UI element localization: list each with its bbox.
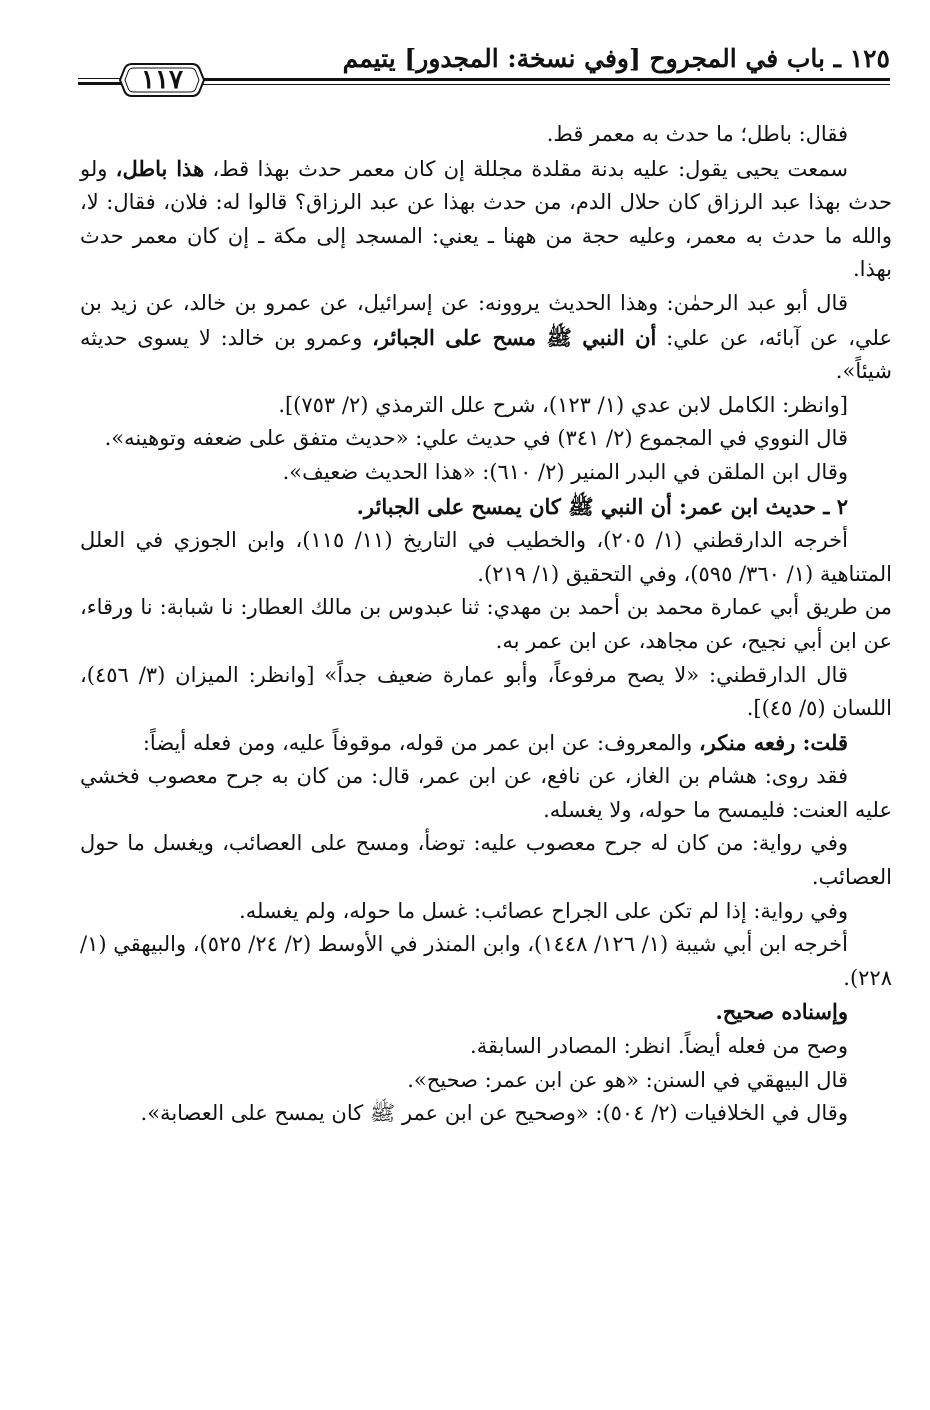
paragraph-text: قال أبو عبد الرحمٰن: وهذا الحديث يروونه: عن إسرائيل، عن عمرو بن خالد، عن زيد بن علي، عن آبائه، عن علي: [80,290,892,350]
page-header [78,38,890,100]
bold-text: وإسناده صحيح. [715,999,848,1025]
paragraph [80,152,892,287]
paragraph [80,928,892,995]
paragraph-text: أخرجه ابن أبي شيبة (١/ ١٢٦/ ١٤٤٨)، وابن المنذر في الأوسط (٢/ ٢٤/ ٥٢٥)، والبيهقي (١/ ٢٢٨). [80,932,892,990]
paragraph-text: قال الدارقطني: «لا يصح مرفوعاً، وأبو عمارة ضعيف جداً» [وانظر: الميزان (٣/ ٤٥٦)، اللسان (٥/ ٤٥)]. [80,662,892,721]
paragraph [80,118,892,152]
paragraph [80,287,892,389]
bold-text: أن النبي ﷺ مسح على الجبائر، [372,324,657,350]
page-body [80,118,892,1131]
paragraph-text: وقال ابن الملقن في البدر المنير (٢/ ٦١٠): «هذا الحديث ضعيف». [282,459,848,484]
header-rule-left [78,78,122,85]
paragraph [80,591,892,658]
paragraph-text: ولو حدث بهذا عبد الرزاق كان حلال الدم، من حدث بهذا عن عبد الرزاق؟ قالوا له: فلان، فقال: لا، والله ما حدث به معمر، وعليه حجة من ههنا ـ يعني: المسجد إلى مكة ـ إن كان معمر حدث بهذا. [80,156,892,282]
paragraph [80,490,892,525]
page-number-badge [118,60,206,100]
paragraph [80,760,892,827]
paragraph-text: وفي رواية: من كان له جرح معصوب عليه: توضأ، ومسح على العصائب، ويغسل ما حول العصائب. [80,831,892,890]
paragraph [80,1097,892,1131]
paragraph [80,524,892,591]
paragraph-text: وفي رواية: إذا لم تكن على الجراح عصائب: غسل ما حوله، ولم يغسله. [239,898,848,923]
paragraph [80,895,892,929]
paragraph [80,995,892,1030]
paragraph-text: وقال في الخلافيات (٢/ ٥٠٤): «وصحيح عن ابن عمر ﷺ كان يمسح على العصابة». [140,1101,848,1126]
paragraph [80,389,892,423]
header-rule [202,78,890,85]
paragraph-text: فقال: باطل؛ ما حدث به معمر قط. [546,122,848,146]
paragraph-text: من طريق أبي عمارة محمد بن أحمد بن مهدي: ثنا عبدوس بن مالك العطار: نا شبابة: نا ورقاء، عن ابن أبي نجيح، عن مجاهد، عن ابن عمر به. [80,595,892,653]
paragraph [80,659,892,726]
paragraph-text: وعمرو بن خالد: لا يسوى حديثه شيئاً». [80,325,892,384]
bold-text: قلت: رفعه منكر، [698,729,848,755]
paragraph-text: فقد روى: هشام بن الغاز، عن نافع، عن ابن عمر، قال: من كان به جرح معصوب فخشي عليه العنت: فليمسح ما حوله، ولا يغسله. [80,764,892,822]
bold-text: هذا باطل، [115,155,205,181]
paragraph-text: سمعت يحيى يقول: عليه بدنة مقلدة مجللة إن كان معمر حدث بهذا قط، [204,156,848,181]
paragraph [80,456,892,490]
paragraph [80,827,892,894]
paragraph-text: قال البيهقي في السنن: «هو عن ابن عمر: صحيح». [407,1067,848,1092]
page-number: ١١٧ [141,65,183,95]
paragraph-text: أخرجه الدارقطني (١/ ٢٠٥)، والخطيب في التاريخ (١١/ ١١٥)، وابن الجوزي في العلل المتناهية (١/ ٣٦٠/ ٥٩٥)، وفي التحقيق (١/ ٢١٩). [80,528,892,586]
paragraph-text: وصح من فعله أيضاً. انظر: المصادر السابقة. [470,1034,848,1059]
bold-text: ٢ ـ حديث ابن عمر: أن النبي ﷺ كان يمسح على الجبائر. [356,493,848,519]
paragraph [80,1030,892,1064]
paragraph-text: قال النووي في المجموع (٢/ ٣٤١) في حديث علي: «حديث متفق على ضعفه وتوهينه». [104,426,848,451]
paragraph [80,1064,892,1098]
paragraph [80,726,892,761]
paragraph-text: [وانظر: الكامل لابن عدي (١/ ١٢٣)، شرح علل الترمذي (٢/ ٧٥٣)]. [278,392,848,417]
chapter-title: ١٢٥ ـ باب في المجروح [وفي نسخة: المجدور] يتيمم [342,44,890,73]
paragraph [80,422,892,456]
paragraph-text: والمعروف: عن ابن عمر من قوله، موقوفاً عليه، ومن فعله أيضاً: [142,730,699,755]
